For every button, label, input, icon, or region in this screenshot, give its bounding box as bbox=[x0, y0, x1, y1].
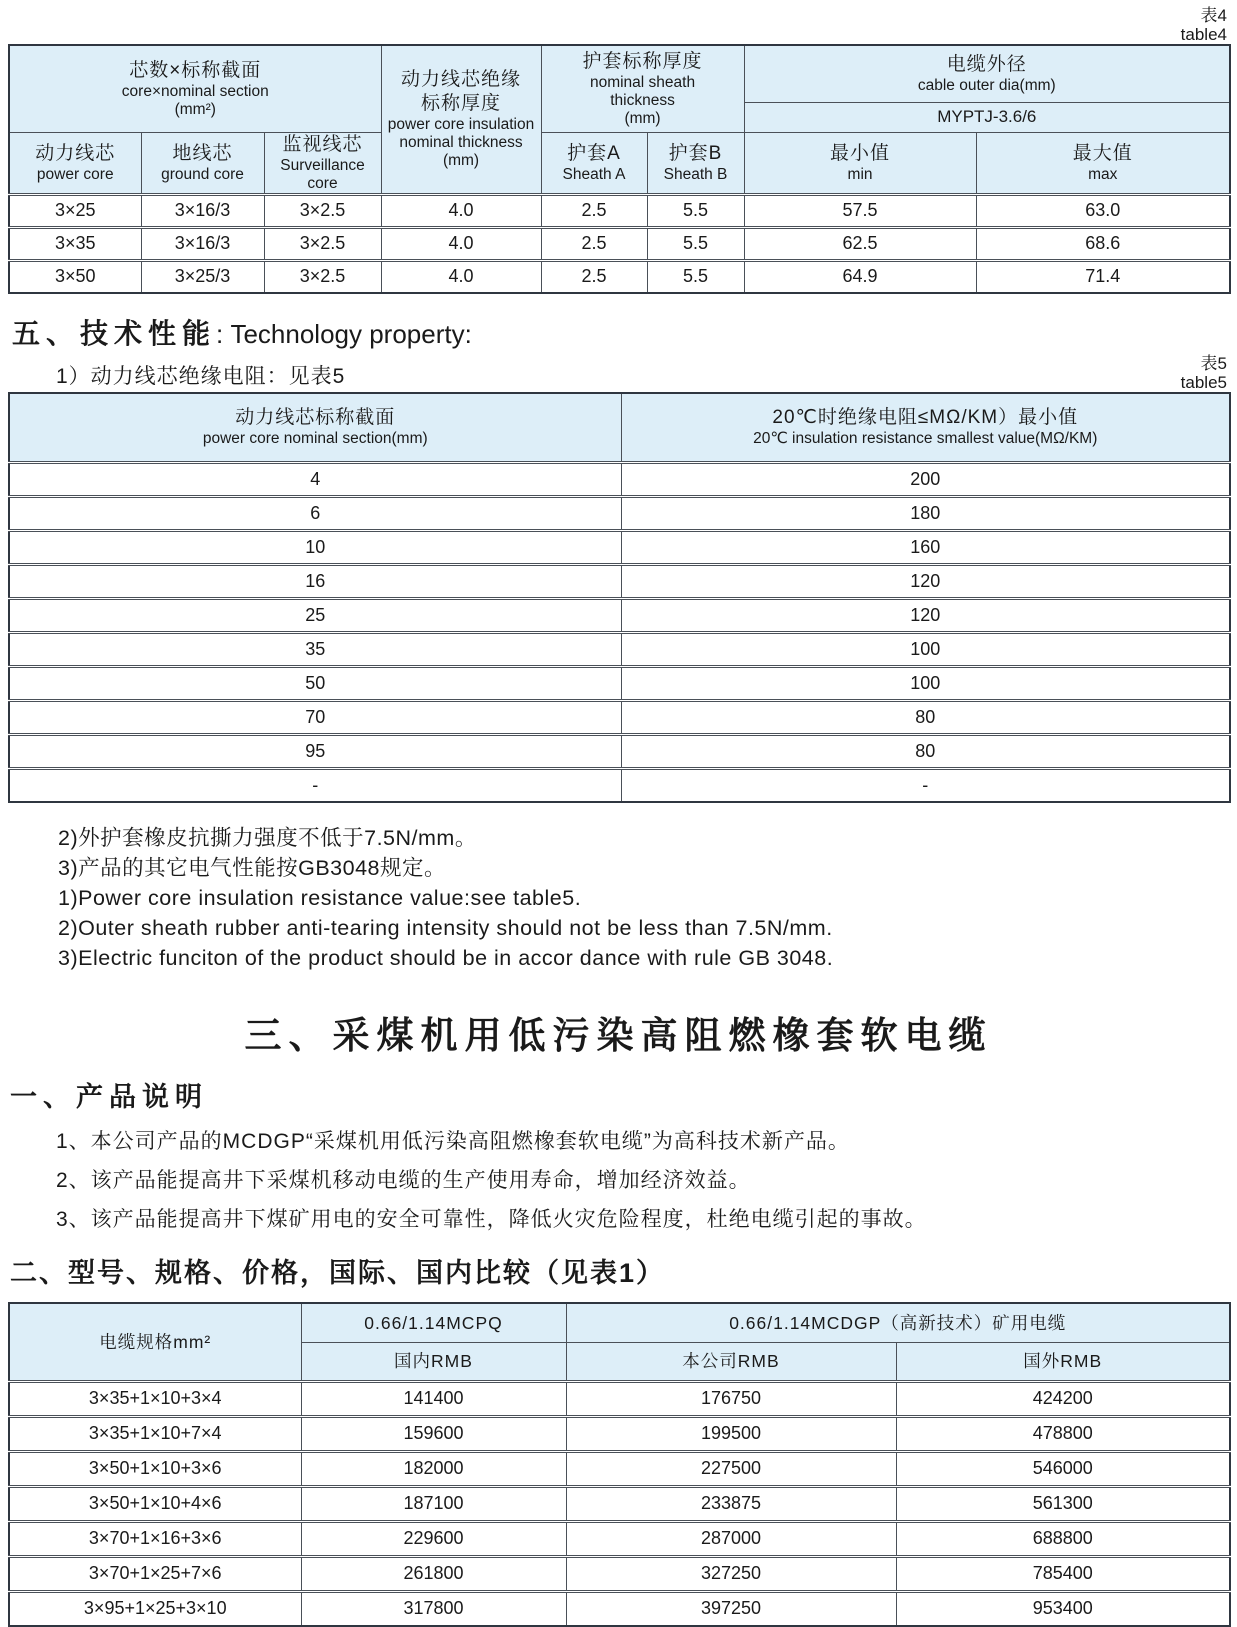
product-item: 3、该产品能提高井下煤矿用电的安全可靠性，降低火灾危险程度，杜绝电缆引起的事故。 bbox=[56, 1208, 927, 1231]
cell: 317800 bbox=[301, 1591, 566, 1626]
cell: 100 bbox=[621, 666, 1230, 700]
table1-price-comparison bbox=[8, 1302, 1231, 1627]
cell: 3×2.5 bbox=[264, 194, 381, 227]
cell: 561300 bbox=[896, 1486, 1230, 1521]
cell: 4.0 bbox=[381, 227, 541, 260]
t5-col1-en: power core nominal section(mm) bbox=[202, 430, 428, 448]
cell: 180 bbox=[621, 496, 1230, 530]
section-heading-cn: 五、技术性能 bbox=[12, 318, 217, 349]
insulation-unit: (mm) bbox=[442, 152, 480, 170]
core-group-cn: 芯数×标称截面 bbox=[129, 59, 262, 81]
cell: 3×25 bbox=[9, 194, 141, 227]
table4-header-surveillance-core bbox=[264, 132, 381, 194]
table4-header-dia-group bbox=[744, 45, 1230, 102]
cell: 70 bbox=[9, 700, 621, 734]
cell: 397250 bbox=[566, 1591, 896, 1626]
cell: 35 bbox=[9, 632, 621, 666]
cell: 25 bbox=[9, 598, 621, 632]
insulation-en1: power core insulation bbox=[387, 116, 535, 134]
table-row bbox=[9, 530, 1230, 564]
cell: 16 bbox=[9, 564, 621, 598]
table-row bbox=[9, 700, 1230, 734]
product-item: 1、本公司产品的MCDGP“采煤机用低污染高阻燃橡套软电缆”为高科技术新产品。 bbox=[56, 1130, 850, 1153]
cell: 3×50+1×10+4×6 bbox=[9, 1486, 301, 1521]
t5-col1-cn: 动力线芯标称截面 bbox=[235, 407, 396, 429]
model-text: MYPTJ-3.6/6 bbox=[937, 107, 1037, 126]
table-row bbox=[9, 227, 1230, 260]
table-row bbox=[9, 1416, 1230, 1451]
cell: 3×35 bbox=[9, 227, 141, 260]
cell: 80 bbox=[621, 700, 1230, 734]
table-row bbox=[9, 734, 1230, 768]
dia-group-en: cable outer dia(mm) bbox=[917, 76, 1056, 94]
cell: 4.0 bbox=[381, 194, 541, 227]
cell: 141400 bbox=[301, 1381, 566, 1416]
cell: 478800 bbox=[896, 1416, 1230, 1451]
sheath-group-en2: thickness bbox=[610, 91, 675, 109]
note-line: 2)Outer sheath rubber anti-tearing intensity should not be less than 7.5N/mm. bbox=[58, 916, 833, 940]
cell: 3×35+1×10+3×4 bbox=[9, 1381, 301, 1416]
cell: 187100 bbox=[301, 1486, 566, 1521]
cell: 62.5 bbox=[744, 227, 976, 260]
table1-header-mcpq-group bbox=[301, 1303, 566, 1342]
product-item: 2、该产品能提高井下采煤机移动电缆的生产使用寿命，增加经济效益。 bbox=[56, 1169, 751, 1192]
cell: 424200 bbox=[896, 1381, 1230, 1416]
max-cn: 最大值 bbox=[1072, 142, 1133, 164]
table5-header-section bbox=[9, 393, 621, 462]
table1-header-foreign-rmb bbox=[896, 1342, 1230, 1381]
table4-header-max bbox=[976, 132, 1230, 194]
t1-company-label: 本公司RMB bbox=[682, 1351, 780, 1371]
cell: 95 bbox=[9, 734, 621, 768]
cell: 3×16/3 bbox=[141, 227, 264, 260]
table-row bbox=[9, 564, 1230, 598]
cell: 182000 bbox=[301, 1451, 566, 1486]
table-row bbox=[9, 462, 1230, 496]
table4-header-sheath-b bbox=[647, 132, 744, 194]
section-heading-en: : Technology property: bbox=[216, 319, 472, 349]
product-main-title: 三、采煤机用低污染高阻燃橡套软电缆 bbox=[244, 1015, 993, 1056]
cell: 261800 bbox=[301, 1556, 566, 1591]
dia-group-cn: 电缆外径 bbox=[946, 53, 1027, 75]
cell: 3×50 bbox=[9, 260, 141, 293]
cell: 57.5 bbox=[744, 194, 976, 227]
table1-header-mcdgp-group bbox=[566, 1303, 1230, 1342]
cell: 200 bbox=[621, 462, 1230, 496]
table-row bbox=[9, 768, 1230, 802]
cell: 227500 bbox=[566, 1451, 896, 1486]
table5-label-cn: 表5 bbox=[1200, 354, 1227, 373]
cell: 785400 bbox=[896, 1556, 1230, 1591]
cell: 68.6 bbox=[976, 227, 1230, 260]
cell: 3×2.5 bbox=[264, 260, 381, 293]
table4-cable-dimensions bbox=[8, 44, 1231, 294]
cell: 176750 bbox=[566, 1381, 896, 1416]
table1-header-spec bbox=[9, 1303, 301, 1381]
table-row bbox=[9, 632, 1230, 666]
cell: 159600 bbox=[301, 1416, 566, 1451]
cell: 2.5 bbox=[541, 260, 647, 293]
surveillance-core-cn: 监视线芯 bbox=[282, 133, 363, 155]
cell: 71.4 bbox=[976, 260, 1230, 293]
table1-header-company-rmb bbox=[566, 1342, 896, 1381]
cell: 6 bbox=[9, 496, 621, 530]
note-line: 1)Power core insulation resistance value:see table5. bbox=[58, 886, 582, 910]
t1-foreign-label: 国外RMB bbox=[1023, 1351, 1103, 1371]
cell: 229600 bbox=[301, 1521, 566, 1556]
table5-header-resistance bbox=[621, 393, 1230, 462]
max-en: max bbox=[1088, 165, 1118, 183]
ground-core-cn: 地线芯 bbox=[172, 142, 233, 164]
insulation-en2: nominal thickness bbox=[399, 134, 523, 152]
cell: 3×70+1×25+7×6 bbox=[9, 1556, 301, 1591]
core-group-en: core×nominal section bbox=[121, 82, 269, 100]
cell: 50 bbox=[9, 666, 621, 700]
cell: 10 bbox=[9, 530, 621, 564]
table4-header-sheath-a bbox=[541, 132, 647, 194]
cell: 688800 bbox=[896, 1521, 1230, 1556]
cell: 5.5 bbox=[647, 260, 744, 293]
table-row bbox=[9, 1591, 1230, 1626]
sheath-group-cn: 护套标称厚度 bbox=[582, 50, 703, 72]
section-heading-product-description: 一、产品说明 bbox=[10, 1082, 208, 1112]
table-row bbox=[9, 1556, 1230, 1591]
cell: - bbox=[9, 768, 621, 802]
cell: 287000 bbox=[566, 1521, 896, 1556]
table-row bbox=[9, 1451, 1230, 1486]
cell: 100 bbox=[621, 632, 1230, 666]
cell: 3×2.5 bbox=[264, 227, 381, 260]
table-row bbox=[9, 1486, 1230, 1521]
table4-header-sheath-group bbox=[541, 45, 744, 132]
cell: 199500 bbox=[566, 1416, 896, 1451]
section-heading-technology bbox=[12, 312, 1229, 352]
sheath-group-en1: nominal sheath bbox=[589, 73, 696, 91]
cell: 233875 bbox=[566, 1486, 896, 1521]
note-line: 3)产品的其它电气性能按GB3048规定。 bbox=[58, 856, 447, 880]
table-row bbox=[9, 260, 1230, 293]
table-row bbox=[9, 1521, 1230, 1556]
sheath-b-cn: 护套B bbox=[668, 142, 723, 164]
table5-intro-row bbox=[8, 354, 1229, 392]
table1-header-domestic-rmb bbox=[301, 1342, 566, 1381]
cell: 3×50+1×10+3×6 bbox=[9, 1451, 301, 1486]
cell: 5.5 bbox=[647, 227, 744, 260]
cell: 120 bbox=[621, 564, 1230, 598]
table-row bbox=[9, 1381, 1230, 1416]
table4-label-cn: 表4 bbox=[1200, 6, 1227, 25]
power-core-en: power core bbox=[36, 165, 114, 183]
min-en: min bbox=[847, 165, 873, 183]
cell: 63.0 bbox=[976, 194, 1230, 227]
t5-col2-cn: 20℃时绝缘电阻≤MΩ/KM）最小值 bbox=[772, 407, 1079, 429]
table4-header-insulation bbox=[381, 45, 541, 194]
table5-insulation-resistance bbox=[8, 392, 1231, 803]
cell: 160 bbox=[621, 530, 1230, 564]
t5-col2-en: 20℃ insulation resistance smallest value(MΩ/KM) bbox=[753, 430, 1098, 448]
ground-core-en: ground core bbox=[161, 165, 244, 183]
cell: 4.0 bbox=[381, 260, 541, 293]
core-group-unit: (mm²) bbox=[174, 100, 216, 118]
note-line: 3)Electric funciton of the product should be in accor dance with rule GB 3048. bbox=[58, 946, 834, 970]
table4-header-min bbox=[744, 132, 976, 194]
table-row bbox=[9, 598, 1230, 632]
insulation-cn2: 标称厚度 bbox=[421, 93, 502, 115]
cell: - bbox=[621, 768, 1230, 802]
table5-label-en: table5 bbox=[1180, 373, 1227, 392]
technical-notes bbox=[58, 823, 1229, 973]
table4-header-model bbox=[744, 102, 1230, 132]
insulation-cn1: 动力线芯绝缘 bbox=[401, 69, 522, 91]
cell: 3×25/3 bbox=[141, 260, 264, 293]
cell: 2.5 bbox=[541, 194, 647, 227]
cell: 80 bbox=[621, 734, 1230, 768]
cell: 3×16/3 bbox=[141, 194, 264, 227]
table5-label bbox=[1181, 354, 1229, 392]
cell: 2.5 bbox=[541, 227, 647, 260]
table4-label bbox=[8, 6, 1229, 44]
cell: 64.9 bbox=[744, 260, 976, 293]
sheath-b-en: Sheath B bbox=[663, 165, 728, 183]
t1-spec-label: 电缆规格mm² bbox=[99, 1331, 212, 1352]
surveillance-core-en: Surveillance core bbox=[280, 156, 365, 192]
table4-header-core-group bbox=[9, 45, 381, 132]
table-row bbox=[9, 194, 1230, 227]
power-core-cn: 动力线芯 bbox=[35, 142, 116, 164]
tech-item-1: 1）动力线芯绝缘电阻：见表5 bbox=[56, 365, 346, 388]
cell: 3×70+1×16+3×6 bbox=[9, 1521, 301, 1556]
t1-mcpq-label: 0.66/1.14MCPQ bbox=[364, 1312, 503, 1333]
table4-label-en: table4 bbox=[1180, 25, 1227, 44]
cell: 3×95+1×25+3×10 bbox=[9, 1591, 301, 1626]
t1-mcdgp-label: 0.66/1.14MCDGP（高新技术）矿用电缆 bbox=[729, 1312, 1067, 1333]
product-description-list bbox=[56, 1122, 1229, 1239]
note-line: 2)外护套橡皮抗撕力强度不低于7.5N/mm。 bbox=[58, 826, 477, 850]
section-heading-price-compare: 二、型号、规格、价格，国际、国内比较（见表1） bbox=[10, 1258, 666, 1288]
cell: 546000 bbox=[896, 1451, 1230, 1486]
table-row bbox=[9, 496, 1230, 530]
t1-domestic-label: 国内RMB bbox=[394, 1351, 473, 1371]
table4-header-ground-core bbox=[141, 132, 264, 194]
cell: 5.5 bbox=[647, 194, 744, 227]
cell: 4 bbox=[9, 462, 621, 496]
min-cn: 最小值 bbox=[830, 142, 891, 164]
cell: 327250 bbox=[566, 1556, 896, 1591]
sheath-a-en: Sheath A bbox=[562, 165, 626, 183]
sheath-group-unit: (mm) bbox=[624, 109, 661, 127]
cell: 953400 bbox=[896, 1591, 1230, 1626]
table-row bbox=[9, 666, 1230, 700]
sheath-a-cn: 护套A bbox=[567, 142, 621, 164]
table4-header-power-core bbox=[9, 132, 141, 194]
cell: 120 bbox=[621, 598, 1230, 632]
cell: 3×35+1×10+7×4 bbox=[9, 1416, 301, 1451]
